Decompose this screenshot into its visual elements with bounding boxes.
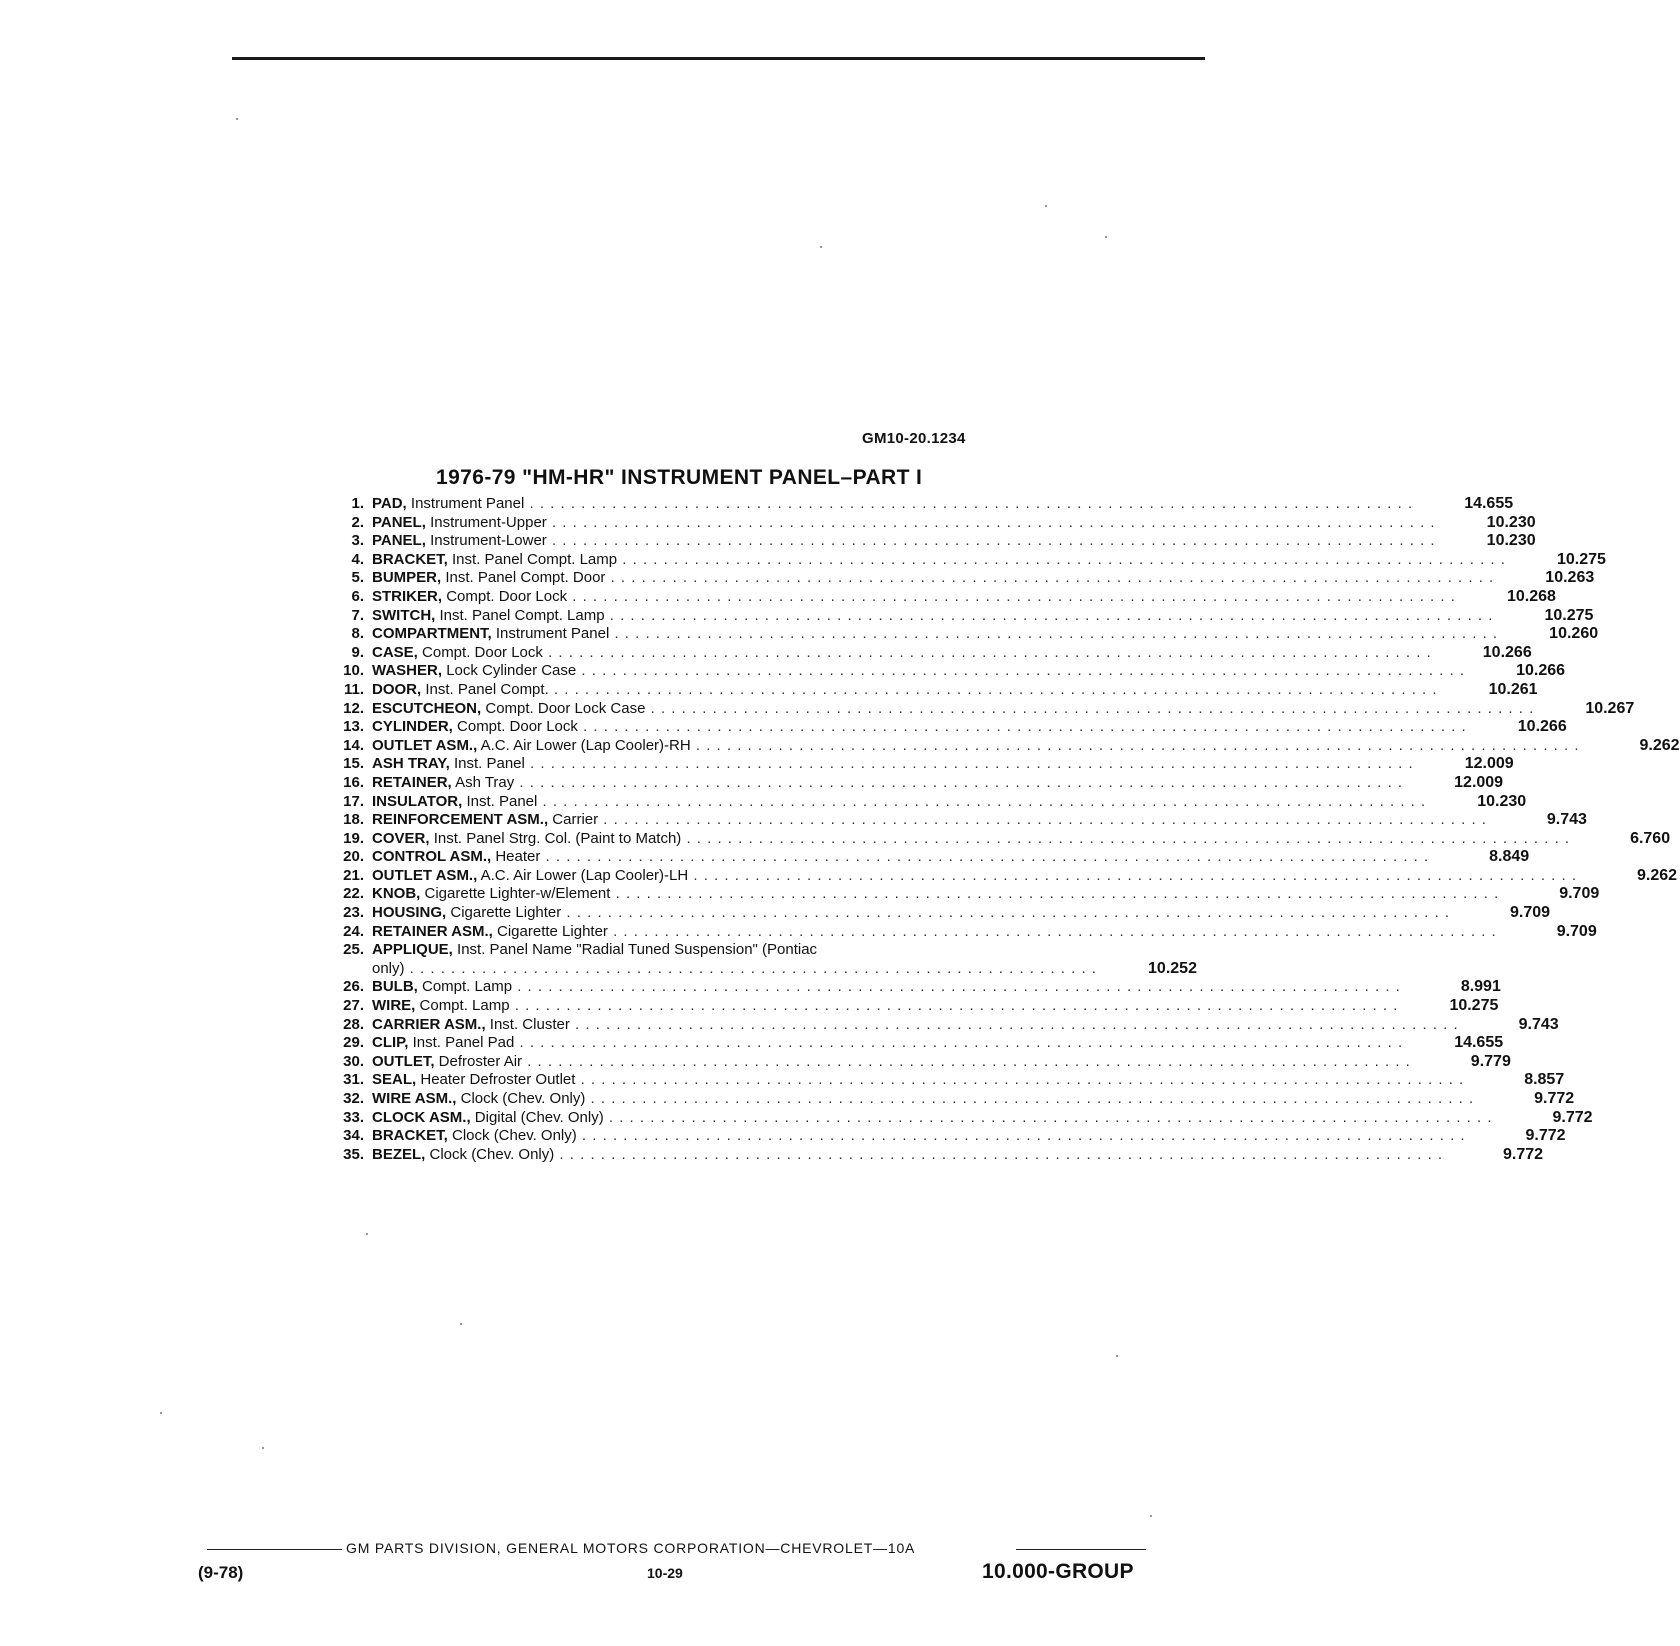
part-description [372, 1034, 1403, 1053]
part-number: 35. [343, 1145, 364, 1163]
part-name: STRIKER, [372, 587, 443, 605]
part-row [330, 1015, 1559, 1035]
footer-group: 10.000-GROUP [982, 1560, 1134, 1583]
document-code: GM10-20.1234 [862, 430, 966, 447]
part-row [330, 755, 1514, 774]
part-name: BRACKET, [372, 550, 448, 568]
part-number: 34. [343, 1127, 364, 1145]
part-name: HOUSING, [372, 904, 447, 922]
part-detail: Inst. Panel Strg. Col. (Paint to Match) [433, 829, 682, 847]
part-reference: 10.266 [1517, 718, 1567, 736]
footer-rule-right [1016, 1549, 1146, 1550]
part-reference: 9.743 [1546, 811, 1587, 829]
part-name: BEZEL, [372, 1145, 426, 1163]
part-description [372, 1071, 1464, 1090]
part-detail: Instrument-Upper [430, 513, 547, 531]
part-name: PANEL, [372, 513, 426, 531]
part-row [330, 829, 1671, 849]
part-number: 2. [351, 513, 364, 531]
part-number: 10. [343, 662, 364, 680]
part-name: SWITCH, [372, 606, 436, 624]
part-number: 24. [343, 922, 364, 940]
part-name: CLOCK ASM., [372, 1108, 471, 1126]
part-number: 3. [351, 532, 364, 550]
scan-speck [1150, 1515, 1152, 1517]
part-description [372, 1127, 1466, 1146]
part-description [372, 848, 1429, 867]
part-number: 22. [343, 885, 364, 903]
part-name: RETAINER ASM., [372, 922, 493, 940]
part-name: WASHER, [372, 662, 443, 680]
part-number: 17. [343, 792, 364, 810]
part-name: DOOR, [372, 680, 422, 698]
part-number: 5. [351, 569, 364, 587]
parts-list [330, 495, 1680, 1164]
part-reference: 12.009 [1454, 773, 1504, 791]
part-reference: 10.230 [1486, 532, 1536, 550]
part-name: PAD, [372, 495, 407, 512]
part-number: 21. [343, 866, 364, 884]
part-row [330, 662, 1566, 681]
part-detail: A.C. Air Lower (Lap Cooler)-LH [480, 866, 689, 884]
part-detail: Inst. Panel Pad [412, 1034, 515, 1052]
scan-speck [366, 1233, 368, 1235]
part-description [372, 569, 1494, 588]
part-row [330, 885, 1600, 904]
part-number: 25. [343, 941, 364, 959]
part-detail: Compt. Door Lock [457, 718, 578, 736]
part-number: 30. [343, 1052, 364, 1070]
part-reference: 10.275 [1449, 997, 1499, 1015]
part-description [372, 625, 1498, 644]
part-detail: Compt. Door Lock [422, 643, 543, 661]
part-number: 28. [343, 1015, 364, 1033]
part-description [372, 700, 1534, 719]
part-row [330, 811, 1587, 830]
part-number: 29. [343, 1034, 364, 1052]
part-reference: 9.772 [1525, 1127, 1566, 1145]
part-detail: Inst. Cluster [489, 1015, 570, 1033]
part-description [372, 495, 1413, 514]
part-reference: 9.743 [1518, 1015, 1559, 1033]
page-number: 10-29 [647, 1565, 683, 1581]
part-name: CLIP, [372, 1034, 409, 1052]
scan-speck [460, 1323, 462, 1325]
part-name: APPLIQUE, [372, 941, 453, 959]
part-detail: Inst. Panel [466, 792, 538, 810]
part-row [330, 1052, 1511, 1072]
scan-speck [160, 1412, 162, 1414]
part-description [372, 551, 1506, 570]
part-description [372, 1090, 1474, 1109]
part-row [330, 1034, 1504, 1053]
part-description [372, 514, 1436, 533]
part-number: 20. [343, 848, 364, 866]
part-name: SEAL, [372, 1071, 417, 1089]
part-row [330, 550, 1606, 570]
part-description [372, 904, 1450, 923]
part-description [372, 978, 1401, 997]
part-reference: 10.230 [1486, 513, 1536, 531]
part-detail: Clock (Chev. Only) [452, 1127, 577, 1145]
part-name: OUTLET ASM., [372, 866, 478, 884]
part-description [372, 867, 1577, 886]
part-row [330, 866, 1678, 886]
part-reference: 9.262 [1636, 866, 1678, 884]
part-name: BUMPER, [372, 569, 442, 587]
part-detail: Compt. Lamp [419, 997, 510, 1015]
part-description [372, 662, 1465, 681]
part-row [330, 606, 1594, 626]
part-name: ESCUTCHEON, [372, 699, 482, 717]
part-row [330, 680, 1538, 700]
part-row [330, 792, 1527, 812]
top-rule [232, 57, 1205, 60]
part-reference: 14.655 [1464, 495, 1514, 512]
part-name: INSULATOR, [372, 792, 463, 810]
footer-date: (9-78) [198, 1563, 244, 1582]
part-number: 14. [343, 736, 364, 754]
scan-speck [820, 246, 822, 248]
part-reference: 9.779 [1470, 1052, 1511, 1070]
part-row [330, 643, 1532, 663]
part-number: 19. [343, 829, 364, 847]
part-description [372, 588, 1456, 607]
part-row [330, 997, 1499, 1016]
part-number: 23. [343, 904, 364, 922]
part-name: KNOB, [372, 885, 421, 903]
part-description [372, 1053, 1411, 1072]
part-number: 31. [343, 1071, 364, 1089]
part-description [372, 830, 1570, 849]
part-reference: 10.263 [1545, 569, 1595, 587]
scan-speck [1116, 1355, 1118, 1357]
part-description [372, 811, 1487, 830]
part-row [330, 1145, 1544, 1165]
part-row [330, 587, 1556, 607]
part-detail: Digital (Chev. Only) [474, 1108, 604, 1126]
part-reference: 9.709 [1510, 904, 1551, 922]
part-number: 9. [351, 643, 364, 661]
part-detail: Inst. Panel [453, 755, 525, 773]
part-row [330, 1127, 1566, 1146]
part-reference: 14.655 [1454, 1034, 1504, 1052]
part-reference: 10.261 [1488, 680, 1538, 698]
part-reference: 9.262 [1639, 736, 1680, 754]
footer-publisher: GM PARTS DIVISION, GENERAL MOTORS CORPORATION—CHEVROLET—10A [346, 1540, 916, 1556]
part-row [330, 848, 1530, 867]
part-reference: 6.760 [1630, 829, 1671, 847]
part-number: 6. [351, 587, 364, 605]
part-detail: Inst. Panel Compt. Lamp [452, 550, 618, 568]
part-number: 33. [343, 1108, 364, 1126]
part-detail: Cigarette Lighter-w/Element [424, 885, 611, 903]
part-detail: Compt. Door Lock Case [485, 699, 646, 717]
part-row [330, 718, 1567, 737]
part-number: 16. [343, 773, 364, 791]
part-description [372, 681, 1438, 700]
part-description [372, 997, 1398, 1016]
part-detail: Carrier [552, 811, 599, 829]
part-reference: 10.267 [1585, 699, 1635, 717]
part-name: ASH TRAY, [372, 755, 450, 773]
part-number: 18. [343, 811, 364, 829]
part-row [330, 1090, 1575, 1109]
part-name: COMPARTMENT, [372, 625, 492, 643]
part-row [330, 495, 1514, 514]
part-name: OUTLET, [372, 1052, 435, 1070]
part-description [372, 1146, 1443, 1165]
part-detail: Clock (Chev. Only) [460, 1090, 586, 1107]
part-reference: 9.772 [1503, 1145, 1544, 1163]
part-detail: Instrument-Lower [430, 532, 547, 550]
part-name: CARRIER ASM., [372, 1015, 486, 1033]
part-number: 7. [351, 606, 364, 624]
part-name: CONTROL ASM., [372, 848, 492, 866]
part-name: REINFORCEMENT ASM., [372, 811, 549, 829]
scan-speck [1045, 205, 1047, 207]
part-row [330, 513, 1536, 533]
part-number: 32. [343, 1090, 364, 1107]
part-name: WIRE, [372, 997, 416, 1015]
part-reference: 10.230 [1477, 792, 1527, 810]
part-name: CASE, [372, 643, 418, 661]
part-detail: Heater [495, 848, 541, 866]
part-description [372, 607, 1493, 626]
part-reference: 9.709 [1556, 922, 1597, 940]
part-detail: Lock Cylinder Case [446, 662, 577, 680]
part-number: 1. [351, 495, 364, 512]
part-detail: Compt. Door Lock [446, 587, 568, 605]
part-row [330, 532, 1536, 551]
part-description [372, 644, 1432, 663]
part-detail: Inst. Panel Compt. Door [445, 569, 606, 587]
part-reference: 8.857 [1524, 1071, 1565, 1089]
part-reference: 9.772 [1534, 1090, 1575, 1107]
part-reference: 9.772 [1552, 1108, 1593, 1126]
part-description [372, 923, 1497, 942]
part-row [330, 922, 1597, 942]
part-reference: 10.268 [1506, 587, 1556, 605]
part-description [372, 1016, 1459, 1035]
part-description [372, 885, 1499, 904]
part-detail: Defroster Air [438, 1052, 523, 1070]
part-reference: 12.009 [1464, 755, 1514, 773]
part-reference: 10.275 [1556, 550, 1606, 568]
part-row [330, 569, 1595, 588]
part-detail-continued: only) [372, 959, 405, 977]
part-name: WIRE ASM., [372, 1090, 457, 1107]
part-detail: Inst. Panel Compt. Lamp [439, 606, 605, 624]
part-row [330, 904, 1551, 923]
part-description [372, 774, 1403, 793]
part-detail: Inst. Panel Compt. [425, 680, 549, 698]
part-reference: 8.849 [1489, 848, 1530, 866]
part-description [372, 1109, 1493, 1128]
part-detail: Cigarette Lighter [497, 922, 608, 940]
part-number: 8. [351, 625, 364, 643]
part-reference: 10.266 [1516, 662, 1566, 680]
part-detail: Heater Defroster Outlet [420, 1071, 576, 1089]
part-row [330, 773, 1504, 793]
part-detail: Instrument Panel [495, 625, 610, 643]
part-reference: 10.266 [1482, 643, 1532, 661]
part-detail: Compt. Lamp [422, 978, 513, 996]
scan-speck [236, 118, 238, 120]
part-number: 13. [343, 718, 364, 736]
part-reference: 10.260 [1549, 625, 1599, 643]
part-name: PANEL, [372, 532, 426, 550]
part-number: 15. [343, 755, 364, 773]
part-name: RETAINER, [372, 773, 452, 791]
part-row [330, 736, 1680, 756]
part-reference: 10.275 [1544, 606, 1594, 624]
part-detail: Inst. Panel Name "Radial Tuned Suspension" (Pontiac [457, 941, 818, 959]
part-row [330, 1071, 1565, 1090]
part-name: COVER, [372, 829, 430, 847]
part-name: OUTLET ASM., [372, 736, 478, 754]
part-name: CYLINDER, [372, 718, 453, 736]
part-number: 27. [343, 997, 364, 1015]
part-detail: Cigarette Lighter [450, 904, 562, 922]
part-row [330, 625, 1599, 644]
part-number: 12. [343, 699, 364, 717]
part-reference: 9.709 [1559, 885, 1600, 903]
part-row [330, 978, 1501, 997]
part-reference: 10.252 [1148, 959, 1197, 977]
part-description [372, 718, 1467, 737]
part-name: BULB, [372, 978, 418, 996]
part-number: 26. [343, 978, 364, 996]
part-detail: Instrument Panel [410, 495, 525, 512]
part-description [372, 737, 1580, 756]
part-row [330, 941, 1197, 978]
scan-speck [262, 1447, 264, 1449]
part-row [330, 699, 1635, 719]
part-detail: Ash Tray [455, 773, 515, 791]
part-description [372, 532, 1436, 551]
part-number: 11. [343, 680, 364, 698]
part-detail: Clock (Chev. Only) [429, 1145, 555, 1163]
part-number: 4. [351, 550, 364, 568]
part-description [372, 755, 1414, 774]
scan-speck [1105, 236, 1107, 238]
part-description [372, 793, 1426, 812]
dot-leader: . . . . . . . . . . . . . . . . . . . . . . . . . . . . . . . . . . . . . . . . . . . . . . . . . . . . . . . . . . . . . . . . . . . [404, 959, 1097, 977]
part-description [372, 941, 1097, 978]
footer-rule-left [207, 1549, 342, 1550]
part-name: BRACKET, [372, 1127, 448, 1145]
page-title: 1976-79 "HM-HR" INSTRUMENT PANEL–PART I [436, 466, 923, 489]
part-row [330, 1108, 1593, 1128]
part-reference: 8.991 [1460, 978, 1501, 996]
part-detail: A.C. Air Lower (Lap Cooler)-RH [480, 736, 691, 754]
